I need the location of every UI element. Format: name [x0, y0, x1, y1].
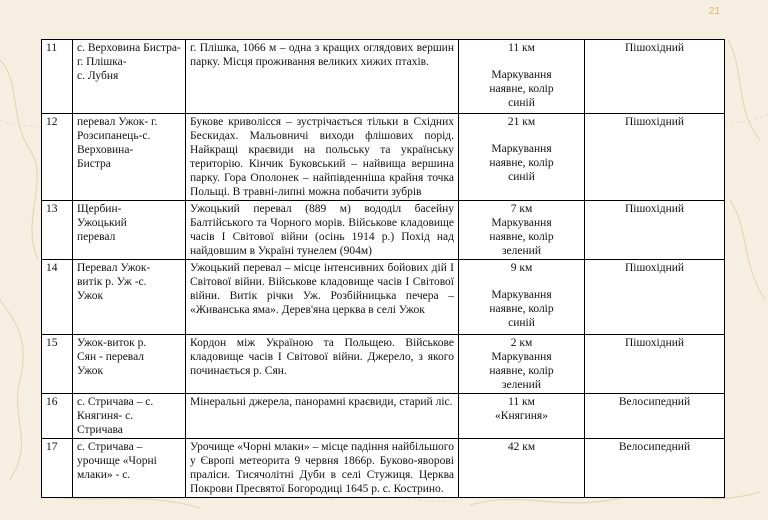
- route-description: Мінеральні джерела, панорамні краєвиди, старий ліс.: [186, 394, 459, 439]
- route-description: г. Плішка, 1066 м – одна з кращих оглядових вершин парку. Місця проживання великих хижих птахів.: [186, 40, 459, 114]
- route-type: Пішохідний: [585, 40, 725, 114]
- table-row: [42, 114, 725, 201]
- route-type: Пішохідний: [585, 260, 725, 335]
- route-distance: 7 км Маркування наявне, колір зелений: [459, 201, 585, 260]
- route-type: Пішохідний: [585, 114, 725, 201]
- route-number: 12: [42, 114, 73, 201]
- route-description: Кордон між Україною та Польщею. Військове кладовище часів І Світової війни. Джерело, з якого починається р. Сян.: [186, 335, 459, 394]
- route-type: Велосипедний: [585, 394, 725, 439]
- table-row: [42, 394, 725, 439]
- route-distance: 42 км: [459, 439, 585, 498]
- route-distance: 11 км «Княгиня»: [459, 394, 585, 439]
- route-type: Велосипедний: [585, 439, 725, 498]
- route-type: Пішохідний: [585, 335, 725, 394]
- page-number: 21: [708, 6, 720, 17]
- table-row: [42, 40, 725, 114]
- route-number: 15: [42, 335, 73, 394]
- route-name: перевал Ужок- г. Розсипанець-с. Верховина- Бистра: [73, 114, 186, 201]
- route-distance: 11 км Маркування наявне, колір синій: [459, 40, 585, 114]
- table-row: [42, 260, 725, 335]
- routes-table: [41, 39, 725, 498]
- route-description: Ужоцький перевал (889 м) вододіл басейну Балтійського та Чорного морів. Військове кладовище часів І Світової війни (осінь 1914 р.) Похід над найдовшим в Україні тунелем (904м): [186, 201, 459, 260]
- route-description: Букове криволісся – зустрічається тільки в Східних Бескидах. Мальовничі виходи флішових порід. Найкращі краєвиди на польську та українську територію. Кінчик Буковський – найвища вершина парку. Гора Ополонек – найпівденніша крайня точка Польщі. В травні-липні можна побачити зубрів: [186, 114, 459, 201]
- route-distance: 21 км Маркування наявне, колір синій: [459, 114, 585, 201]
- route-number: 14: [42, 260, 73, 335]
- route-name: с. Верховина Бистра- г. Плішка- с. Лубня: [73, 40, 186, 114]
- table-row: [42, 439, 725, 498]
- route-name: Ужок-виток р. Сян - перевал Ужок: [73, 335, 186, 394]
- route-name: Щербин- Ужоцький перевал: [73, 201, 186, 260]
- table-row: [42, 335, 725, 394]
- route-number: 11: [42, 40, 73, 114]
- route-number: 16: [42, 394, 73, 439]
- route-name: с. Стричава – с. Княгиня- с. Стричава: [73, 394, 186, 439]
- route-distance: 9 км Маркування наявне, колір синій: [459, 260, 585, 335]
- route-description: Урочище «Чорні млаки» – місце падіння найбільшого у Європі метеорита 9 червня 1866р. Буково-яворові праліси. Тисячолітні Дуби в селі Стужиця. Церква Покрови Пресвятої Богородиці 1645 р. с. Кострино.: [186, 439, 459, 498]
- route-number: 17: [42, 439, 73, 498]
- route-distance: 2 км Маркування наявне, колір зелений: [459, 335, 585, 394]
- route-name: Перевал Ужок- витік р. Уж -с. Ужок: [73, 260, 186, 335]
- route-name: с. Стричава – урочище «Чорні млаки» - с.: [73, 439, 186, 498]
- table-row: [42, 201, 725, 260]
- route-number: 13: [42, 201, 73, 260]
- route-type: Пішохідний: [585, 201, 725, 260]
- route-description: Ужоцький перевал – місце інтенсивних бойових дій І Світової війни. Військове кладовище часів І Світової війни. Витік річки Уж. Розбійницька печера – «Живанська яма». Дерев'яна церква в селі Ужок: [186, 260, 459, 335]
